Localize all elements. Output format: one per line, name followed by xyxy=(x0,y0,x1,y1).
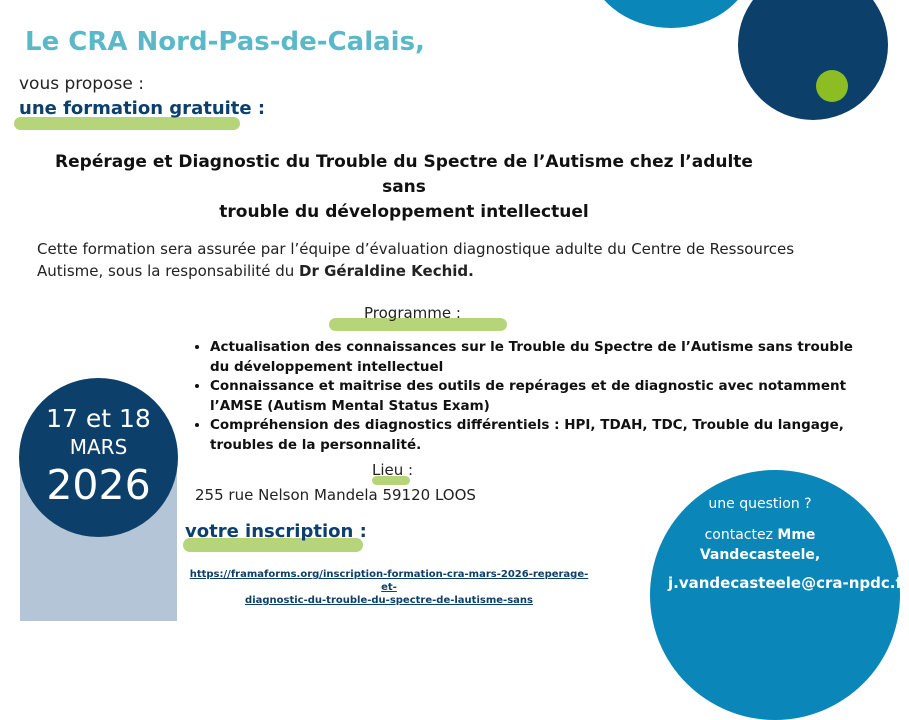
inscription-link-line2[interactable]: diagnostic-du-trouble-du-spectre-de-lautisme-sans xyxy=(245,595,533,606)
date-days: 17 et 18 xyxy=(46,404,151,433)
programme-title: Programme : xyxy=(364,304,461,322)
contact-badge xyxy=(650,470,909,720)
inscription-title: votre inscription : xyxy=(185,521,367,542)
formation-title xyxy=(40,150,768,225)
intro-line2: Autisme, sous la responsabilité du xyxy=(37,262,300,280)
decorative-circle-right xyxy=(738,0,888,120)
decorative-circle-top xyxy=(588,0,754,28)
intro-paragraph xyxy=(37,238,837,282)
lieu-address: 255 rue Nelson Mandela 59120 LOOS xyxy=(195,486,476,504)
inscription-link[interactable] xyxy=(186,568,592,607)
date-month: MARS xyxy=(69,435,128,459)
intro-line1: Cette formation sera assurée par l’équipe d’évaluation diagnostique adulte du Centre de Ressources xyxy=(37,240,795,258)
formation-gratuite-label: une formation gratuite : xyxy=(19,98,266,119)
contact-prefix: contactez xyxy=(704,527,778,543)
date-year: 2026 xyxy=(46,461,151,509)
date-badge xyxy=(19,378,178,537)
org-title: Le CRA Nord-Pas-de-Calais, xyxy=(25,27,425,57)
contact-line xyxy=(670,525,850,565)
contact-email[interactable]: j.vandecasteele@cra-npdc.fr xyxy=(668,574,909,592)
formation-title-line1: Repérage et Diagnostic du Trouble du Spectre de l’Autisme chez l’adulte sans xyxy=(55,152,753,197)
formation-title-line2: trouble du développement intellectuel xyxy=(219,202,589,222)
doctor-name: Dr Géraldine Kechid. xyxy=(299,262,474,280)
propose-text: vous propose : xyxy=(19,74,144,94)
inscription-link-line1[interactable]: https://framaforms.org/inscription-formation-cra-mars-2026-reperage-et- xyxy=(189,569,589,593)
programme-item: • Actualisation des connaissances sur le Trouble du Spectre de l’Autisme sans trouble du développement intellectuel xyxy=(210,338,870,377)
programme-list xyxy=(190,338,870,455)
programme-item: • Compréhension des diagnostics différentiels : HPI, TDAH, TDC, Trouble du langage, troubles de la personnalité. xyxy=(210,416,870,455)
contact-question: une question ? xyxy=(708,496,812,512)
lieu-title: Lieu : xyxy=(372,461,414,479)
decorative-green-dot xyxy=(816,70,848,102)
contact-name: Mme Vandecasteele, xyxy=(699,527,821,563)
programme-item: • Connaissance et maitrise des outils de repérages et de diagnostic avec notamment l’AMSE (Autism Mental Status Exam) xyxy=(210,377,870,416)
